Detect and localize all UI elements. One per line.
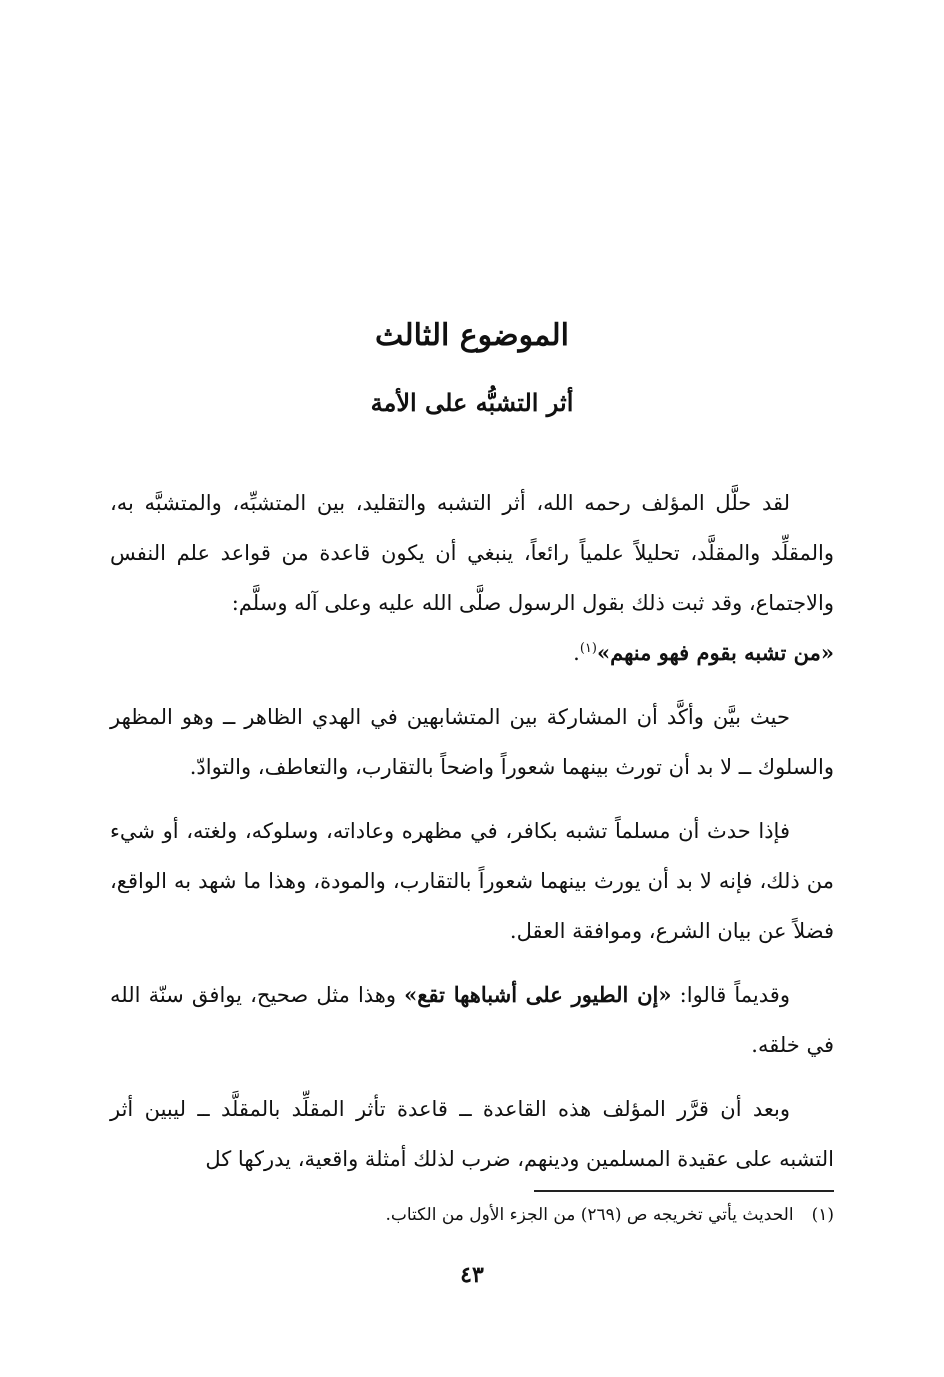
chapter-subtitle: أثر التشبُّه على الأمة (370, 388, 574, 417)
paragraph-4-end: وهذا مثل صحيح، يوافق سنّة الله في خلقه. (110, 983, 834, 1057)
footnote-number: (١) (811, 1205, 834, 1225)
paragraph-1 (110, 478, 834, 678)
page-number: ٤٣ (460, 1262, 484, 1288)
paragraph-1-text: لقد حلَّل المؤلف رحمه الله، أثر التشبه والتقليد، بين المتشبِّه، والمتشبَّه به، والمقلِّد والمقلَّد، تحليلاً علمياً رائعاً، ينبغي أن يكون قاعدة من قواعد علم النفس والاجتماع، وقد ثبت ذلك بقول الرسول صلَّى الله عليه وعلى آله وسلَّم: (110, 491, 834, 615)
footnote-divider (534, 1190, 834, 1192)
footnote-text: الحديث يأتي تخريجه ص (٢٦٩) من الجزء الأول من الكتاب. (385, 1205, 794, 1225)
paragraph-4 (110, 970, 834, 1070)
footnote-reference[interactable]: (١) (579, 641, 597, 656)
hadith-quote: «من تشبه بقوم فهو منهم» (596, 640, 834, 665)
paragraph-1-end: . (573, 641, 580, 665)
footnote (110, 1200, 834, 1230)
paragraph-5: وبعد أن قرَّر المؤلف هذه القاعدة ــ قاعدة تأثر المقلِّد بالمقلَّد ــ ليبين أثر التشبه على عقيدة المسلمين ودينهم، ضرب لذلك أمثلة واقعية، يدركها كل (110, 1097, 834, 1171)
paragraph-3: فإذا حدث أن مسلماً تشبه بكافر، في مظهره وعاداته، وسلوكه، ولغته، أو شيء من ذلك، فإنه لا بد أن يورث بينهما شعوراً بالتقارب، والمودة، وهذا ما شهد به الواقع، فضلاً عن بيان الشرع، وموافقة العقل. (110, 819, 834, 943)
proverb-quote: «إن الطيور على أشباهها تقع» (404, 982, 672, 1007)
body-text (110, 478, 834, 1198)
paragraph-4-start: وقديماً قالوا: (679, 983, 790, 1007)
paragraph-2: حيث بيَّن وأكَّد أن المشاركة بين المتشابهين في الهدي الظاهر ــ وهو المظهر والسلوك ــ لا بد أن تورث بينهما شعوراً واضحاً بالتقارب، والتعاطف، والتوادّ. (110, 705, 834, 779)
chapter-title: الموضوع الثالث (375, 318, 569, 353)
